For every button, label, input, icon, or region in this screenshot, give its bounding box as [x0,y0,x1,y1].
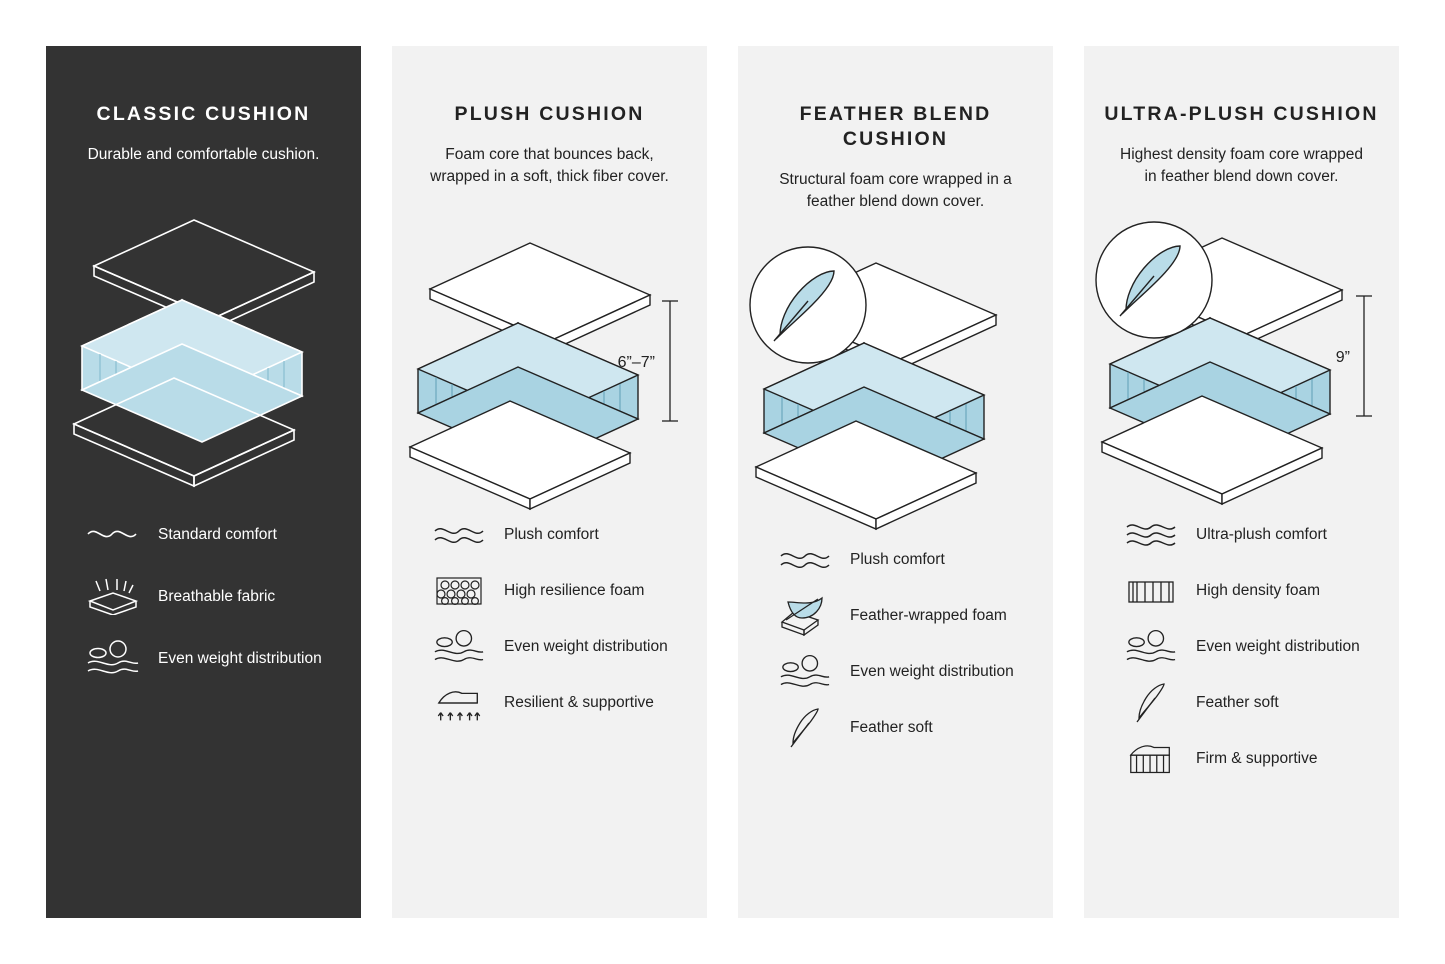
feature-label: Standard comfort [158,525,277,543]
list-item [430,515,677,555]
list-item [84,514,331,554]
weight-distribution-icon [84,638,142,678]
card-description: Durable and comfortable cushion. [87,145,320,163]
card-description: Foam core that bounces back, wrapped in a soft, thick fiber cover. [430,145,669,186]
card-description: Highest density foam core wrapped in feather blend down cover. [1120,145,1363,186]
cushion-exploded-diagram [392,203,707,503]
wave-icon [776,540,834,580]
breathable-fabric-icon [84,576,142,616]
feature-label: Feather-wrapped foam [850,607,1007,624]
feature-label: Even weight distribution [1196,638,1360,656]
dimension-label: 6”–7” [617,353,655,371]
page-title: FEATHER BLEND CUSHION [799,103,992,150]
list-item [776,708,1023,748]
card-description: Structural foam core wrapped in a feather blend down cover. [779,170,1012,211]
feature-label: Even weight distribution [850,663,1014,680]
list-item [430,683,677,723]
weight-distribution-icon [776,652,834,692]
feather-wrapped-foam-icon [776,596,834,636]
list-item [1122,739,1369,779]
feature-label: Firm & supportive [1196,750,1318,768]
list-item [430,627,677,667]
feature-list [1084,515,1399,779]
feature-label: Ultra-plush comfort [1196,526,1327,544]
wave-icon [1122,515,1180,555]
honeycomb-foam-icon [430,571,488,611]
list-item [1122,515,1369,555]
resilient-support-icon [430,683,488,723]
page-title: ULTRA-PLUSH CUSHION [1104,103,1379,125]
feature-label: Even weight distribution [504,638,668,656]
page-title: PLUSH CUSHION [454,103,645,125]
cushion-exploded-diagram [1084,203,1399,503]
high-density-foam-icon [1122,571,1180,611]
list-item [430,571,677,611]
list-item [1122,627,1369,667]
list-item [1122,571,1369,611]
feature-label: High resilience foam [504,582,645,600]
cushion-card-classic [46,46,361,918]
cushion-exploded-diagram [46,180,361,480]
firm-support-icon [1122,739,1180,779]
list-item [776,540,1023,580]
weight-distribution-icon [430,627,488,667]
feather-badge-icon [1096,222,1212,338]
list-item [1122,683,1369,723]
feather-icon [776,708,834,748]
feature-label: High density foam [1196,582,1321,600]
feature-label: Plush comfort [504,526,599,544]
feature-list [738,540,1053,748]
feature-label: Feather soft [850,719,933,736]
cushion-card-feather-blend [738,46,1053,918]
cushion-card-plush [392,46,707,918]
feature-label: Plush comfort [850,551,945,568]
list-item [776,652,1023,692]
feature-label: Feather soft [1196,694,1279,712]
cushion-card-ultra-plush [1084,46,1399,918]
dimension-label: 9” [1335,348,1350,366]
feature-list [46,514,361,678]
list-item [84,576,331,616]
feature-list [392,515,707,723]
wave-icon [84,514,142,554]
feature-label: Resilient & supportive [504,694,654,712]
page-title: CLASSIC CUSHION [96,103,311,125]
list-item [84,638,331,678]
weight-distribution-icon [1122,627,1180,667]
list-item [776,596,1023,636]
feather-icon [1122,683,1180,723]
wave-icon [430,515,488,555]
feature-label: Breathable fabric [158,587,276,605]
cushion-exploded-diagram [738,228,1053,528]
feather-badge-icon [750,247,866,363]
feature-label: Even weight distribution [158,649,322,667]
